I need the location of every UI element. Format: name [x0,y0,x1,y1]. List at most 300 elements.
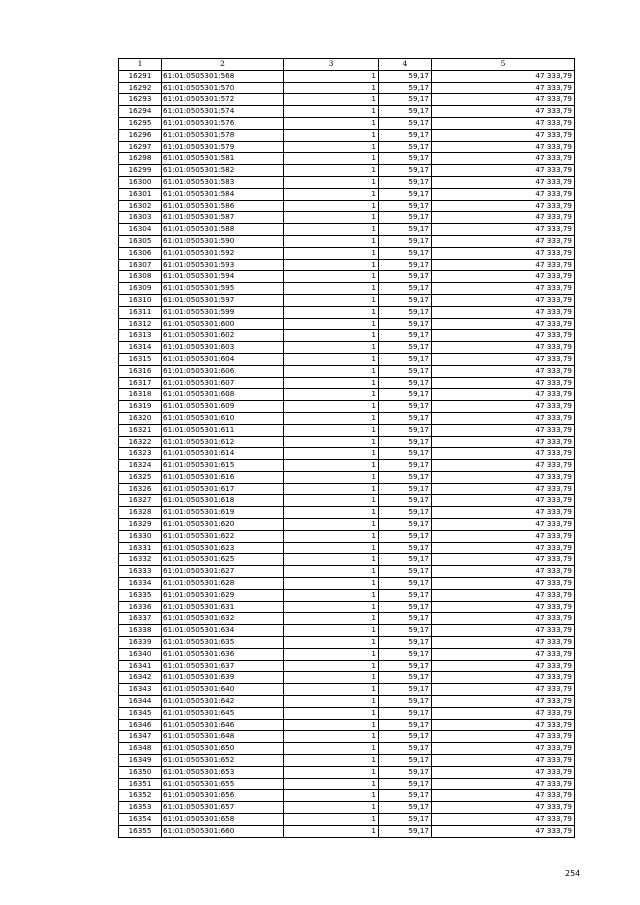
table-row [119,696,575,708]
row-number-cell: 16322 [119,436,162,448]
count-cell: 1 [284,283,379,295]
count-cell: 1 [284,188,379,200]
area-cell: 59,17 [379,554,432,566]
area-cell: 59,17 [379,601,432,613]
table-header [119,59,575,71]
count-cell: 1 [284,82,379,94]
table-row [119,318,575,330]
table-row [119,235,575,247]
row-number-cell: 16310 [119,294,162,306]
count-cell: 1 [284,330,379,342]
value-cell: 47 333,79 [432,283,575,295]
value-cell: 47 333,79 [432,106,575,118]
table-row [119,424,575,436]
row-number-cell: 16330 [119,530,162,542]
column-header-2: 2 [162,59,284,71]
area-cell: 59,17 [379,153,432,165]
count-cell: 1 [284,696,379,708]
value-cell: 47 333,79 [432,424,575,436]
cadastral-number-cell: 61:01:0505301:570 [162,82,284,94]
row-number-cell: 16300 [119,176,162,188]
value-cell: 47 333,79 [432,566,575,578]
count-cell: 1 [284,129,379,141]
value-cell: 47 333,79 [432,660,575,672]
table-row [119,743,575,755]
value-cell: 47 333,79 [432,389,575,401]
table-row [119,306,575,318]
row-number-cell: 16309 [119,283,162,295]
value-cell: 47 333,79 [432,766,575,778]
area-cell: 59,17 [379,235,432,247]
table-row [119,707,575,719]
value-cell: 47 333,79 [432,530,575,542]
value-cell: 47 333,79 [432,153,575,165]
row-number-cell: 16335 [119,589,162,601]
table-row [119,342,575,354]
value-cell: 47 333,79 [432,294,575,306]
area-cell: 59,17 [379,448,432,460]
row-number-cell: 16319 [119,401,162,413]
value-cell: 47 333,79 [432,70,575,82]
area-cell: 59,17 [379,141,432,153]
count-cell: 1 [284,412,379,424]
area-cell: 59,17 [379,424,432,436]
count-cell: 1 [284,259,379,271]
table-row [119,94,575,106]
row-number-cell: 16304 [119,224,162,236]
area-cell: 59,17 [379,377,432,389]
area-cell: 59,17 [379,660,432,672]
cadastral-number-cell: 61:01:0505301:597 [162,294,284,306]
cadastral-number-cell: 61:01:0505301:594 [162,271,284,283]
count-cell: 1 [284,731,379,743]
cadastral-number-cell: 61:01:0505301:602 [162,330,284,342]
count-cell: 1 [284,212,379,224]
area-cell: 59,17 [379,719,432,731]
row-number-cell: 16345 [119,707,162,719]
table-row [119,766,575,778]
count-cell: 1 [284,637,379,649]
row-number-cell: 16353 [119,802,162,814]
area-cell: 59,17 [379,188,432,200]
table-row [119,271,575,283]
table-row [119,259,575,271]
count-cell: 1 [284,684,379,696]
row-number-cell: 16341 [119,660,162,672]
area-cell: 59,17 [379,802,432,814]
table-row [119,70,575,82]
table-row [119,460,575,472]
cadastral-number-cell: 61:01:0505301:583 [162,176,284,188]
value-cell: 47 333,79 [432,318,575,330]
value-cell: 47 333,79 [432,625,575,637]
area-cell: 59,17 [379,389,432,401]
area-cell: 59,17 [379,165,432,177]
value-cell: 47 333,79 [432,707,575,719]
table-row [119,542,575,554]
count-cell: 1 [284,389,379,401]
count-cell: 1 [284,601,379,613]
table-row [119,283,575,295]
row-number-cell: 16296 [119,129,162,141]
value-cell: 47 333,79 [432,94,575,106]
count-cell: 1 [284,719,379,731]
count-cell: 1 [284,141,379,153]
area-cell: 59,17 [379,743,432,755]
row-number-cell: 16328 [119,507,162,519]
cadastral-number-cell: 61:01:0505301:612 [162,436,284,448]
cadastral-number-cell: 61:01:0505301:593 [162,259,284,271]
area-cell: 59,17 [379,648,432,660]
row-number-cell: 16314 [119,342,162,354]
count-cell: 1 [284,247,379,259]
row-number-cell: 16344 [119,696,162,708]
cadastral-number-cell: 61:01:0505301:603 [162,342,284,354]
count-cell: 1 [284,778,379,790]
row-number-cell: 16325 [119,471,162,483]
cadastral-number-cell: 61:01:0505301:639 [162,672,284,684]
cadastral-number-cell: 61:01:0505301:588 [162,224,284,236]
cadastral-number-cell: 61:01:0505301:658 [162,814,284,826]
row-number-cell: 16316 [119,365,162,377]
cadastral-number-cell: 61:01:0505301:656 [162,790,284,802]
cadastral-number-cell: 61:01:0505301:614 [162,448,284,460]
count-cell: 1 [284,519,379,531]
count-cell: 1 [284,106,379,118]
table-row [119,719,575,731]
cadastral-number-cell: 61:01:0505301:642 [162,696,284,708]
area-cell: 59,17 [379,460,432,472]
count-cell: 1 [284,825,379,837]
value-cell: 47 333,79 [432,212,575,224]
value-cell: 47 333,79 [432,731,575,743]
area-cell: 59,17 [379,82,432,94]
row-number-cell: 16351 [119,778,162,790]
count-cell: 1 [284,70,379,82]
value-cell: 47 333,79 [432,117,575,129]
area-cell: 59,17 [379,731,432,743]
document-table-container [118,58,574,838]
cadastral-number-cell: 61:01:0505301:627 [162,566,284,578]
area-cell: 59,17 [379,212,432,224]
row-number-cell: 16343 [119,684,162,696]
row-number-cell: 16312 [119,318,162,330]
cadastral-number-cell: 61:01:0505301:650 [162,743,284,755]
row-number-cell: 16332 [119,554,162,566]
table-row [119,247,575,259]
count-cell: 1 [284,117,379,129]
area-cell: 59,17 [379,766,432,778]
row-number-cell: 16349 [119,755,162,767]
table-row [119,365,575,377]
table-row [119,507,575,519]
cadastral-number-cell: 61:01:0505301:616 [162,471,284,483]
table-row [119,778,575,790]
table-row [119,601,575,613]
area-cell: 59,17 [379,294,432,306]
value-cell: 47 333,79 [432,412,575,424]
cadastral-number-cell: 61:01:0505301:574 [162,106,284,118]
area-cell: 59,17 [379,696,432,708]
value-cell: 47 333,79 [432,188,575,200]
table-row [119,448,575,460]
area-cell: 59,17 [379,495,432,507]
table-row [119,401,575,413]
count-cell: 1 [284,448,379,460]
row-number-cell: 16303 [119,212,162,224]
count-cell: 1 [284,554,379,566]
table-row [119,377,575,389]
value-cell: 47 333,79 [432,448,575,460]
area-cell: 59,17 [379,578,432,590]
area-cell: 59,17 [379,436,432,448]
row-number-cell: 16342 [119,672,162,684]
count-cell: 1 [284,436,379,448]
cadastral-number-cell: 61:01:0505301:635 [162,637,284,649]
count-cell: 1 [284,306,379,318]
count-cell: 1 [284,342,379,354]
area-cell: 59,17 [379,778,432,790]
cadastral-number-cell: 61:01:0505301:622 [162,530,284,542]
value-cell: 47 333,79 [432,129,575,141]
value-cell: 47 333,79 [432,578,575,590]
cadastral-number-cell: 61:01:0505301:590 [162,235,284,247]
cadastral-number-cell: 61:01:0505301:578 [162,129,284,141]
value-cell: 47 333,79 [432,365,575,377]
table-row [119,814,575,826]
count-cell: 1 [284,460,379,472]
row-number-cell: 16298 [119,153,162,165]
count-cell: 1 [284,802,379,814]
cadastral-number-cell: 61:01:0505301:634 [162,625,284,637]
count-cell: 1 [284,755,379,767]
area-cell: 59,17 [379,224,432,236]
count-cell: 1 [284,743,379,755]
area-cell: 59,17 [379,106,432,118]
value-cell: 47 333,79 [432,519,575,531]
area-cell: 59,17 [379,613,432,625]
area-cell: 59,17 [379,117,432,129]
table-body [119,70,575,837]
value-cell: 47 333,79 [432,542,575,554]
value-cell: 47 333,79 [432,141,575,153]
cadastral-number-cell: 61:01:0505301:572 [162,94,284,106]
table-row [119,412,575,424]
table-row [119,802,575,814]
area-cell: 59,17 [379,306,432,318]
column-header-4: 4 [379,59,432,71]
count-cell: 1 [284,660,379,672]
column-header-1: 1 [119,59,162,71]
table-row [119,200,575,212]
row-number-cell: 16320 [119,412,162,424]
table-row [119,554,575,566]
cadastral-number-cell: 61:01:0505301:653 [162,766,284,778]
value-cell: 47 333,79 [432,436,575,448]
cadastral-number-cell: 61:01:0505301:623 [162,542,284,554]
value-cell: 47 333,79 [432,648,575,660]
page-number: 254 [565,869,581,878]
table-row [119,224,575,236]
row-number-cell: 16293 [119,94,162,106]
column-header-3: 3 [284,59,379,71]
area-cell: 59,17 [379,70,432,82]
count-cell: 1 [284,790,379,802]
area-cell: 59,17 [379,637,432,649]
table-row [119,483,575,495]
table-row [119,578,575,590]
row-number-cell: 16301 [119,188,162,200]
value-cell: 47 333,79 [432,306,575,318]
cadastral-number-cell: 61:01:0505301:631 [162,601,284,613]
table-row [119,660,575,672]
cadastral-number-cell: 61:01:0505301:646 [162,719,284,731]
value-cell: 47 333,79 [432,330,575,342]
value-cell: 47 333,79 [432,825,575,837]
cadastral-number-cell: 61:01:0505301:611 [162,424,284,436]
area-cell: 59,17 [379,271,432,283]
count-cell: 1 [284,483,379,495]
table-row [119,731,575,743]
count-cell: 1 [284,94,379,106]
area-cell: 59,17 [379,365,432,377]
cadastral-number-cell: 61:01:0505301:618 [162,495,284,507]
value-cell: 47 333,79 [432,224,575,236]
cadastral-number-cell: 61:01:0505301:648 [162,731,284,743]
cadastral-number-cell: 61:01:0505301:632 [162,613,284,625]
row-number-cell: 16321 [119,424,162,436]
value-cell: 47 333,79 [432,471,575,483]
table-row [119,625,575,637]
cadastral-number-cell: 61:01:0505301:568 [162,70,284,82]
row-number-cell: 16339 [119,637,162,649]
area-cell: 59,17 [379,707,432,719]
count-cell: 1 [284,648,379,660]
area-cell: 59,17 [379,401,432,413]
table-row [119,82,575,94]
row-number-cell: 16336 [119,601,162,613]
table-row [119,637,575,649]
cadastral-number-cell: 61:01:0505301:599 [162,306,284,318]
area-cell: 59,17 [379,542,432,554]
table-row [119,106,575,118]
count-cell: 1 [284,176,379,188]
row-number-cell: 16323 [119,448,162,460]
area-cell: 59,17 [379,507,432,519]
row-number-cell: 16346 [119,719,162,731]
table-row [119,825,575,837]
count-cell: 1 [284,318,379,330]
table-row [119,330,575,342]
value-cell: 47 333,79 [432,176,575,188]
count-cell: 1 [284,566,379,578]
count-cell: 1 [284,365,379,377]
value-cell: 47 333,79 [432,353,575,365]
count-cell: 1 [284,224,379,236]
table-row [119,117,575,129]
row-number-cell: 16295 [119,117,162,129]
table-row [119,212,575,224]
value-cell: 47 333,79 [432,247,575,259]
row-number-cell: 16347 [119,731,162,743]
row-number-cell: 16354 [119,814,162,826]
table-row [119,165,575,177]
count-cell: 1 [284,578,379,590]
cadastral-number-cell: 61:01:0505301:629 [162,589,284,601]
count-cell: 1 [284,200,379,212]
cadastral-number-cell: 61:01:0505301:608 [162,389,284,401]
table-row [119,495,575,507]
row-number-cell: 16337 [119,613,162,625]
count-cell: 1 [284,507,379,519]
value-cell: 47 333,79 [432,778,575,790]
count-cell: 1 [284,814,379,826]
value-cell: 47 333,79 [432,342,575,354]
table-row [119,519,575,531]
row-number-cell: 16338 [119,625,162,637]
row-number-cell: 16329 [119,519,162,531]
area-cell: 59,17 [379,330,432,342]
cadastral-number-cell: 61:01:0505301:657 [162,802,284,814]
value-cell: 47 333,79 [432,743,575,755]
count-cell: 1 [284,530,379,542]
row-number-cell: 16348 [119,743,162,755]
area-cell: 59,17 [379,200,432,212]
table-row [119,648,575,660]
count-cell: 1 [284,353,379,365]
value-cell: 47 333,79 [432,613,575,625]
header-row [119,59,575,71]
count-cell: 1 [284,672,379,684]
value-cell: 47 333,79 [432,802,575,814]
area-cell: 59,17 [379,530,432,542]
table-row [119,790,575,802]
table-row [119,389,575,401]
row-number-cell: 16297 [119,141,162,153]
area-cell: 59,17 [379,471,432,483]
row-number-cell: 16352 [119,790,162,802]
cadastral-number-cell: 61:01:0505301:582 [162,165,284,177]
cadastral-number-cell: 61:01:0505301:636 [162,648,284,660]
cadastral-number-cell: 61:01:0505301:604 [162,353,284,365]
area-cell: 59,17 [379,129,432,141]
table-row [119,436,575,448]
value-cell: 47 333,79 [432,82,575,94]
row-number-cell: 16333 [119,566,162,578]
area-cell: 59,17 [379,283,432,295]
table-row [119,188,575,200]
count-cell: 1 [284,625,379,637]
column-header-5: 5 [432,59,575,71]
cadastral-number-cell: 61:01:0505301:640 [162,684,284,696]
cadastral-number-cell: 61:01:0505301:592 [162,247,284,259]
row-number-cell: 16317 [119,377,162,389]
table-row [119,141,575,153]
parcel-table [118,58,575,838]
row-number-cell: 16326 [119,483,162,495]
area-cell: 59,17 [379,353,432,365]
cadastral-number-cell: 61:01:0505301:576 [162,117,284,129]
cadastral-number-cell: 61:01:0505301:579 [162,141,284,153]
row-number-cell: 16311 [119,306,162,318]
table-row [119,672,575,684]
row-number-cell: 16294 [119,106,162,118]
cadastral-number-cell: 61:01:0505301:607 [162,377,284,389]
row-number-cell: 16334 [119,578,162,590]
table-row [119,129,575,141]
area-cell: 59,17 [379,790,432,802]
area-cell: 59,17 [379,684,432,696]
